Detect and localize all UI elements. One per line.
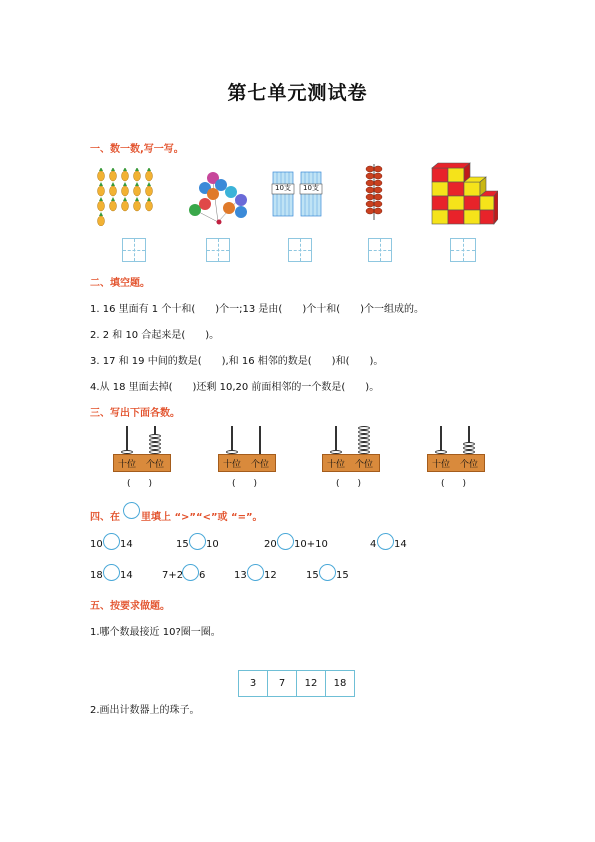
part5-question-2: 2.画出计数器上的珠子。: [90, 705, 200, 716]
abacus: [322, 426, 380, 489]
number-table: [238, 670, 355, 697]
balloons-illustration: [183, 170, 253, 228]
compare-left: 13: [234, 570, 247, 581]
section-3-heading: 三、写出下面各数。: [90, 408, 180, 419]
tens-label: 十位: [223, 460, 242, 470]
section-4-heading-part1: 四、在: [90, 512, 120, 523]
tens-label: 十位: [432, 460, 451, 470]
section-1-heading: 一、数一数,写一写。: [90, 144, 184, 155]
compare-circle[interactable]: [103, 564, 120, 581]
tens-label: 十位: [118, 460, 137, 470]
answer-box[interactable]: [450, 238, 476, 262]
bundle-label: 10支: [275, 184, 291, 192]
compare-right: 12: [264, 570, 277, 581]
ones-label: 个位: [460, 460, 479, 470]
part5-question-1: 1.哪个数最接近 10?圈一圈。: [90, 627, 221, 638]
fill-question-1: 1. 16 里面有 1 个十和( )个一;13 是由( )个十和( )个一组成的。: [90, 304, 425, 315]
section-2-heading: 二、填空题。: [90, 278, 150, 289]
compare-left: 4: [370, 539, 377, 550]
abacus: [218, 426, 276, 489]
compare-right: 14: [394, 539, 407, 550]
abacus: [113, 426, 171, 489]
section-4-heading-part2: 里填上 “>”“<”或 “=”。: [141, 512, 263, 523]
answer-box[interactable]: [122, 238, 146, 262]
fill-question-4: 4.从 18 里面去掉( )还剩 10,20 前面相邻的一个数是( )。: [90, 382, 380, 393]
answer-paren[interactable]: ( ): [127, 479, 153, 489]
number-cell[interactable]: 18: [326, 671, 355, 697]
compare-right: 6: [199, 570, 206, 581]
compare-left: 15: [176, 539, 189, 550]
answer-paren[interactable]: ( ): [336, 479, 362, 489]
compare-circle[interactable]: [377, 533, 394, 550]
number-cell[interactable]: 12: [297, 671, 326, 697]
fill-question-2: 2. 2 和 10 合起来是( )。: [90, 330, 220, 341]
answer-box[interactable]: [288, 238, 312, 262]
compare-right: 15: [336, 570, 349, 581]
page-title: 第七单元测试卷: [227, 82, 368, 104]
pencil-bundles-illustration: [271, 170, 327, 218]
pineapple-illustration: [96, 168, 164, 226]
compare-right: 10: [206, 539, 219, 550]
tens-label: 十位: [327, 460, 346, 470]
compare-circle[interactable]: [189, 533, 206, 550]
compare-left: 10: [90, 539, 103, 550]
answer-paren[interactable]: ( ): [232, 479, 258, 489]
bundle-label: 10支: [303, 184, 319, 192]
compare-right: 14: [120, 570, 133, 581]
compare-circle[interactable]: [277, 533, 294, 550]
compare-left: 7+2: [162, 570, 184, 581]
compare-right: 10+10: [294, 539, 328, 550]
answer-box[interactable]: [206, 238, 230, 262]
compare-right: 14: [120, 539, 133, 550]
circle-symbol-icon: [123, 502, 140, 519]
number-cell[interactable]: 7: [268, 671, 297, 697]
answer-box[interactable]: [368, 238, 392, 262]
ones-label: 个位: [146, 460, 165, 470]
compare-circle[interactable]: [247, 564, 264, 581]
cubes-illustration: [430, 162, 498, 228]
answer-paren[interactable]: ( ): [441, 479, 467, 489]
compare-left: 20: [264, 539, 277, 550]
bead-string-illustration: [362, 164, 390, 222]
ones-label: 个位: [251, 460, 270, 470]
compare-circle[interactable]: [319, 564, 336, 581]
section-5-heading: 五、按要求做题。: [90, 601, 170, 612]
compare-left: 15: [306, 570, 319, 581]
number-cell[interactable]: 3: [239, 671, 268, 697]
compare-left: 18: [90, 570, 103, 581]
ones-label: 个位: [355, 460, 374, 470]
compare-circle[interactable]: [182, 564, 199, 581]
compare-circle[interactable]: [103, 533, 120, 550]
fill-question-3: 3. 17 和 19 中间的数是( ),和 16 相邻的数是( )和( )。: [90, 356, 384, 367]
abacus: [427, 426, 485, 489]
